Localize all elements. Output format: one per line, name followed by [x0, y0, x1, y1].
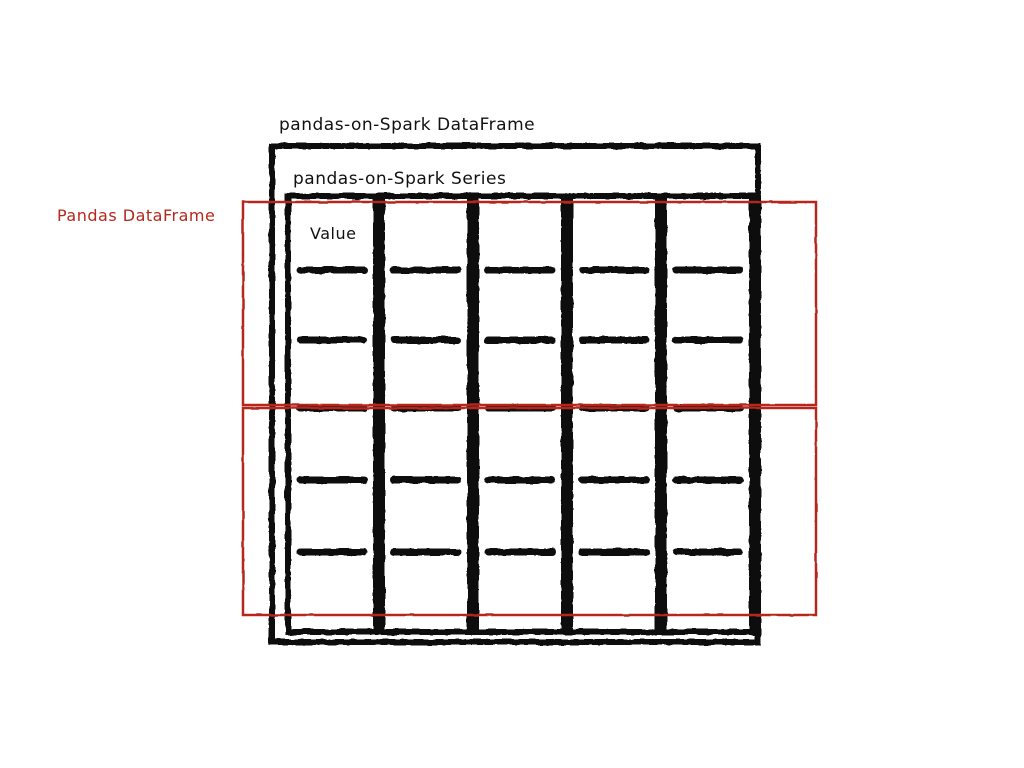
pandas-on-spark-series-label: pandas-on-Spark Series	[293, 169, 507, 189]
value-label: Value	[310, 224, 357, 243]
series-column-2	[382, 196, 470, 632]
series-column-5	[664, 196, 752, 632]
pandas-on-spark-dataframe-box	[272, 146, 758, 642]
pandas-dataframe-box-bottom	[243, 408, 816, 615]
pandas-on-spark-dataframe-label: pandas-on-Spark DataFrame	[279, 115, 536, 135]
series-columns-group	[288, 196, 752, 632]
series-column-1	[288, 196, 376, 632]
series-column-4	[570, 196, 658, 632]
row-dividers-group	[300, 270, 740, 552]
series-column-3	[476, 196, 564, 632]
pandas-dataframe-label: Pandas DataFrame	[57, 206, 216, 225]
